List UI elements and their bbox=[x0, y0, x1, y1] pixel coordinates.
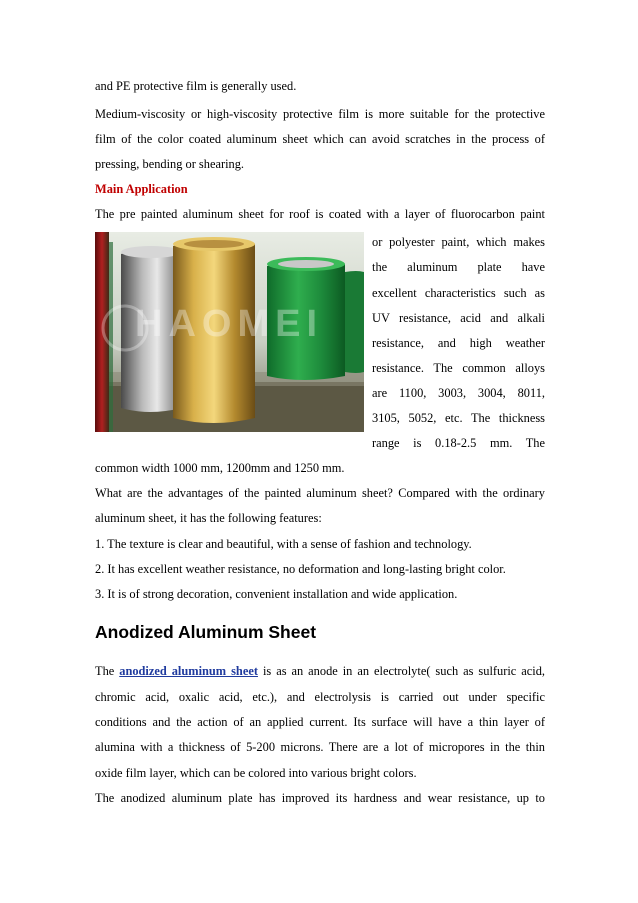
paragraph-line: Medium-viscosity or high-viscosity protective film is more suitable for the protective bbox=[95, 107, 545, 121]
wrapped-line: resistance. The common alloys bbox=[372, 361, 545, 375]
text-fragment: is as an anode in an electrolyte( such as sulfuric acid, bbox=[257, 664, 545, 678]
wrapped-line: UV resistance, acid and alkali bbox=[372, 311, 545, 325]
aluminum-coils-image bbox=[95, 232, 364, 432]
paragraph-line: The anodized aluminum plate has improved its hardness and wear resistance, up to bbox=[95, 791, 545, 805]
paragraph-line: common width 1000 mm, 1200mm and 1250 mm. bbox=[95, 461, 345, 475]
feature-item: 1. The texture is clear and beautiful, with a sense of fashion and technology. bbox=[95, 537, 472, 551]
paragraph-line: alumina with a thickness of 5-200 microns. There are a lot of micropores in the thin bbox=[95, 740, 545, 754]
wrapped-line: excellent characteristics such as bbox=[372, 286, 545, 300]
paragraph-line: What are the advantages of the painted aluminum sheet? Compared with the ordinary bbox=[95, 486, 545, 500]
wrapped-line: the aluminum plate have bbox=[372, 260, 545, 274]
wrapped-line: range is 0.18-2.5 mm. The bbox=[372, 436, 545, 450]
section-heading-main-application: Main Application bbox=[95, 182, 188, 196]
paragraph-line: chromic acid, oxalic acid, etc.), and electrolysis is carried out under specific bbox=[95, 690, 545, 704]
wrapped-line: resistance, and high weather bbox=[372, 336, 545, 350]
paragraph-line: aluminum sheet, it has the following features: bbox=[95, 511, 322, 525]
paragraph-line bbox=[95, 664, 545, 679]
feature-item: 3. It is of strong decoration, convenient installation and wide application. bbox=[95, 587, 458, 601]
feature-item: 2. It has excellent weather resistance, no deformation and long-lasting bright color. bbox=[95, 562, 506, 576]
wrapped-line: or polyester paint, which makes bbox=[372, 235, 545, 249]
paragraph-line: film of the color coated aluminum sheet which can avoid scratches in the process of bbox=[95, 132, 545, 146]
paragraph-line: conditions and the action of an applied current. Its surface will have a thin layer of bbox=[95, 715, 545, 729]
text-fragment: The bbox=[95, 664, 120, 678]
watermark-text: HAOMEI bbox=[135, 303, 323, 345]
anodized-aluminum-sheet-link[interactable]: anodized aluminum sheet bbox=[119, 664, 258, 678]
paragraph-line: pressing, bending or shearing. bbox=[95, 157, 245, 171]
section-heading-anodized: Anodized Aluminum Sheet bbox=[95, 622, 317, 642]
paragraph-line: The pre painted aluminum sheet for roof is coated with a layer of fluorocarbon paint bbox=[95, 207, 545, 221]
wrapped-line: are 1100, 3003, 3004, 8011, bbox=[372, 386, 545, 400]
product-photo bbox=[95, 232, 364, 432]
paragraph-line: oxide film layer, which can be colored into various bright colors. bbox=[95, 766, 417, 780]
paragraph-line: and PE protective film is generally used. bbox=[95, 79, 297, 93]
wrapped-line: 3105, 5052, etc. The thickness bbox=[372, 411, 545, 425]
